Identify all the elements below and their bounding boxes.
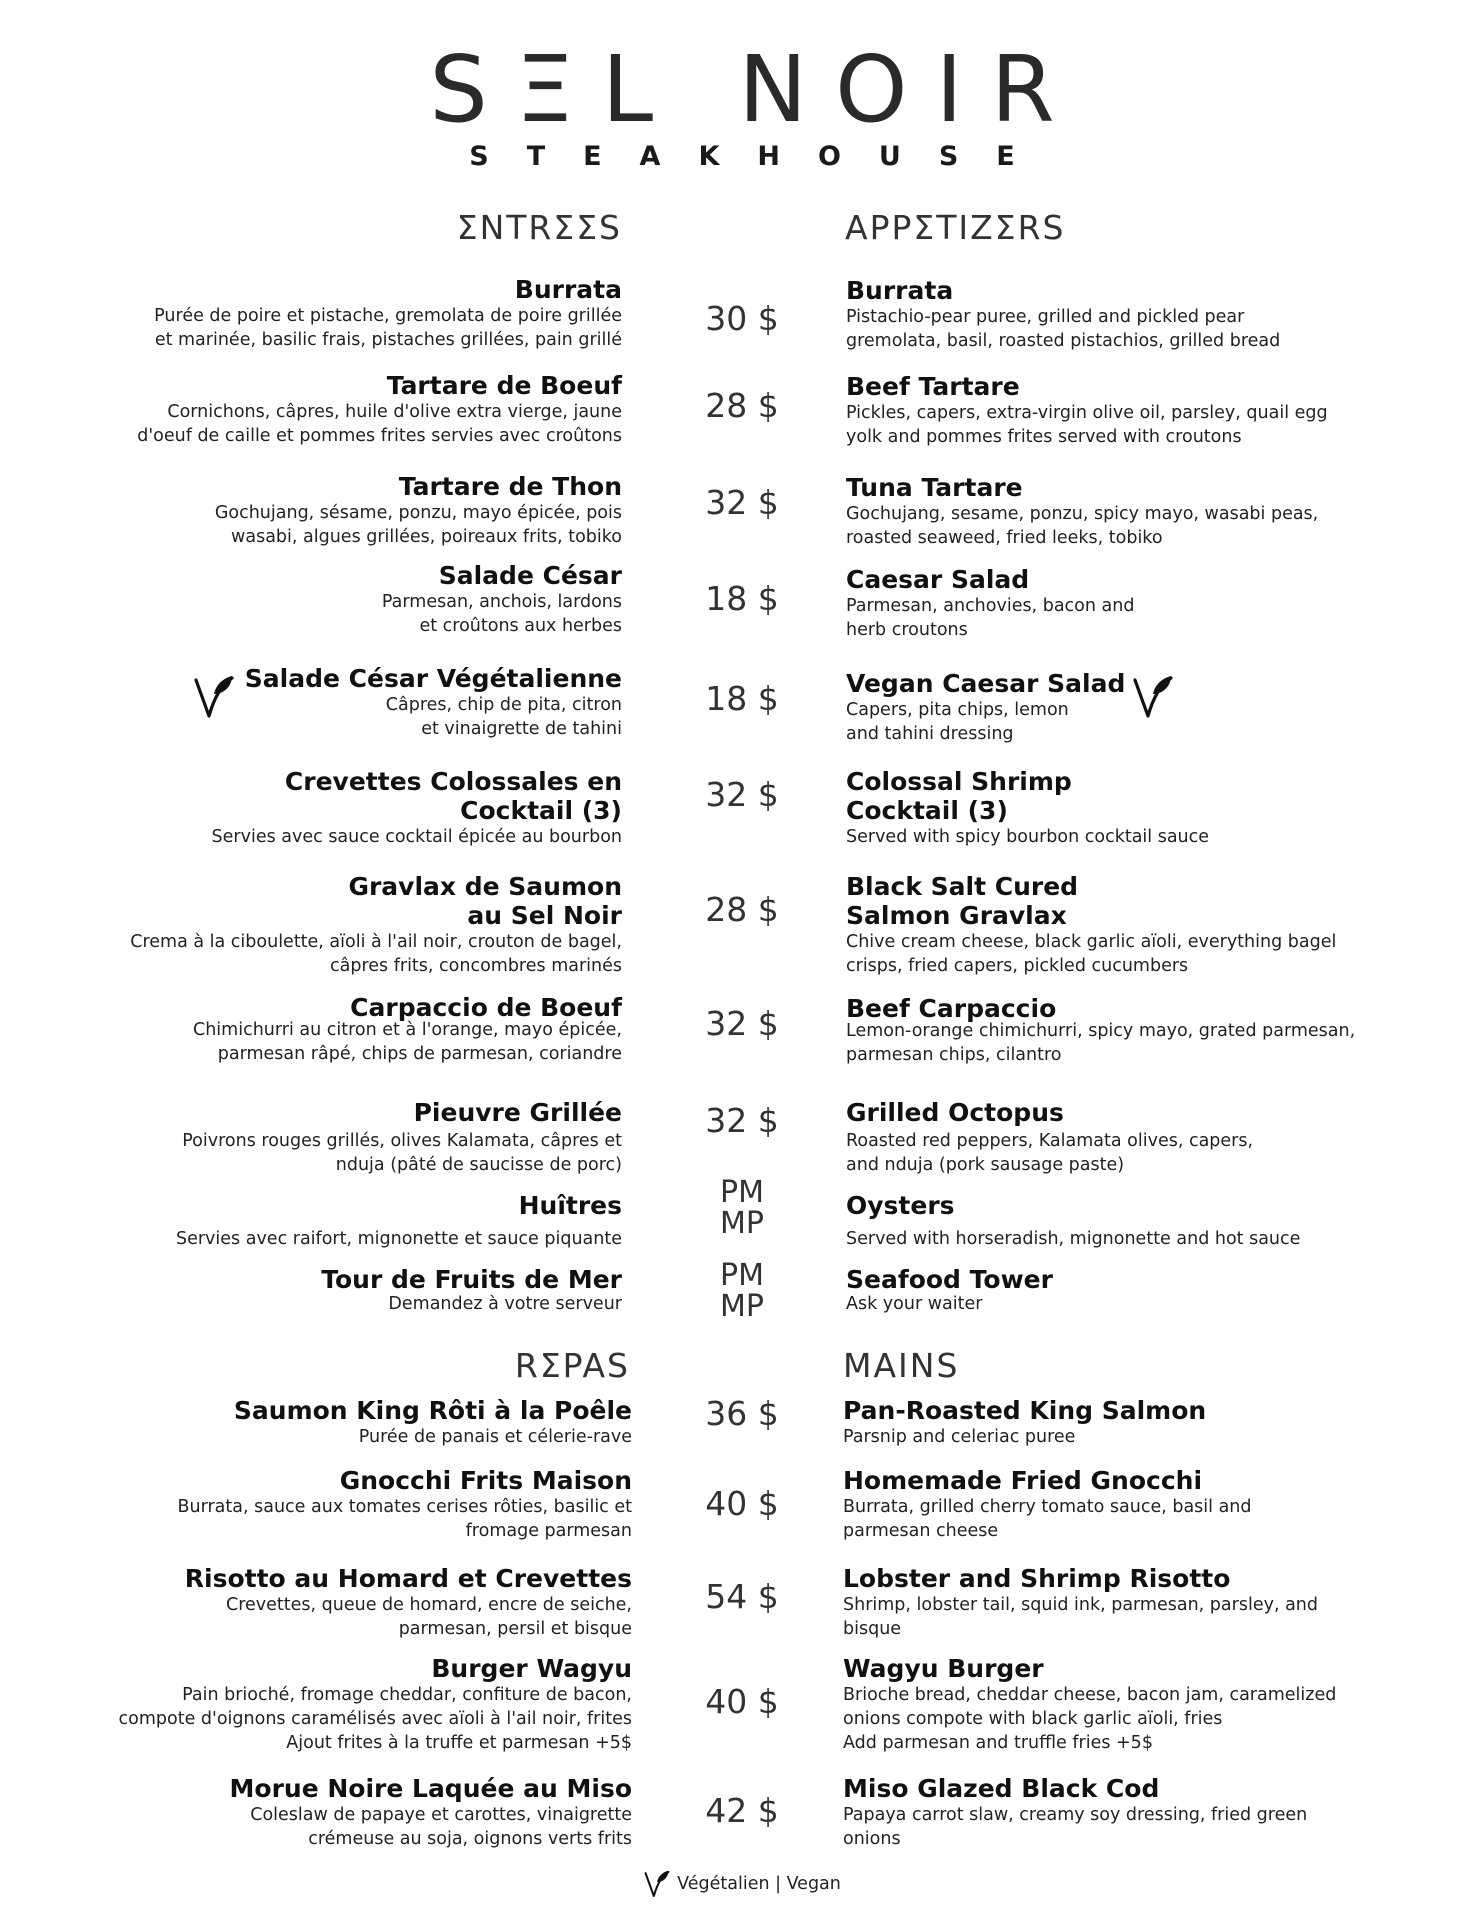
menu-item-fr <box>62 993 622 1066</box>
item-description: Servies avec raifort, mignonette et sauce piquante <box>175 1229 622 1249</box>
menu-item-fr <box>62 664 622 741</box>
item-name: Lobster and Shrimp Risotto <box>843 1564 1231 1593</box>
menu-item-fr <box>62 275 622 352</box>
menu-item-en <box>846 1191 1386 1251</box>
item-name: Beef Tartare <box>846 372 1020 401</box>
menu-item-en <box>846 276 1386 353</box>
item-name: Seafood Tower <box>846 1265 1053 1294</box>
item-description: Servies avec sauce cocktail épicée au bourbon <box>211 827 622 847</box>
item-description: Ask your waiter <box>846 1294 983 1314</box>
item-description: Parmesan, anchovies, bacon and herb croutons <box>846 596 1135 640</box>
item-price: 30 $ <box>705 299 779 338</box>
menu-item-en <box>846 994 1386 1067</box>
item-price: 40 $ <box>705 1682 779 1721</box>
item-description: Crema à la ciboulette, aïoli à l'ail noir, crouton de bagel, câpres frits, concombres marinés <box>130 932 622 976</box>
item-price: 28 $ <box>705 386 779 425</box>
item-description: Served with spicy bourbon cocktail sauce <box>846 827 1210 847</box>
item-description: Roasted red peppers, Kalamata olives, capers, and nduja (pork sausage paste) <box>846 1131 1254 1175</box>
item-description: Purée de panais et célerie-rave <box>358 1427 632 1447</box>
menu-item-en <box>846 767 1386 849</box>
menu-item-fr <box>72 1564 632 1641</box>
item-price: 32 $ <box>705 775 779 814</box>
item-price: 18 $ <box>705 579 779 618</box>
menu-item-fr <box>72 1774 632 1851</box>
item-name: Colossal Shrimp Cocktail (3) <box>846 767 1072 825</box>
item-name: Salade César <box>438 561 622 590</box>
item-price: 32 $ <box>705 1004 779 1043</box>
menu-item-en <box>846 565 1386 642</box>
menu-item-fr <box>72 1654 632 1755</box>
section-title-appetizers: APPΣTIZΣRS <box>845 208 1066 247</box>
item-name: Homemade Fried Gnocchi <box>843 1466 1203 1495</box>
item-description: Papaya carrot slaw, creamy soy dressing, fried green onions <box>843 1805 1308 1849</box>
item-description: Burrata, sauce aux tomates cerises rôties, basilic et fromage parmesan <box>177 1497 632 1541</box>
legend <box>0 1868 1484 1900</box>
menu-item-en <box>843 1396 1383 1449</box>
item-name: Tartare de Thon <box>398 472 622 501</box>
item-description: Chive cream cheese, black garlic aïoli, everything bagel crisps, fried capers, pickled cucumbers <box>846 932 1337 976</box>
section-title-entrees: ΣNTRΣΣS <box>456 208 622 247</box>
item-description: Lemon-orange chimichurri, spicy mayo, grated parmesan, parmesan chips, cilantro <box>846 1021 1356 1065</box>
menu-item-fr <box>62 1265 622 1316</box>
item-description: Purée de poire et pistache, gremolata de poire grillée et marinée, basilic frais, pistaches grillées, pain grillé <box>154 306 622 350</box>
menu-item-fr <box>62 1098 622 1177</box>
item-price: 42 $ <box>705 1791 779 1830</box>
item-price: 54 $ <box>705 1577 779 1616</box>
item-description: Pain brioché, fromage cheddar, confiture de bacon, compote d'oignons caramélisés avec aïoli à l'ail noir, frites Ajout frites à la truffe et parmesan +5$ <box>118 1685 632 1753</box>
item-name: Miso Glazed Black Cod <box>843 1774 1160 1803</box>
item-price: PM MP <box>720 1258 764 1324</box>
item-name: Tuna Tartare <box>846 473 1023 502</box>
item-description: Coleslaw de papaye et carottes, vinaigrette crémeuse au soja, oignons verts frits <box>250 1805 632 1849</box>
item-name: Crevettes Colossales en Cocktail (3) <box>284 767 622 825</box>
item-price: 18 $ <box>705 679 779 718</box>
item-description: Served with horseradish, mignonette and hot sauce <box>846 1229 1301 1249</box>
item-description: Parmesan, anchois, lardons et croûtons aux herbes <box>381 592 622 636</box>
menu-item-fr <box>62 371 622 448</box>
item-name: Gnocchi Frits Maison <box>339 1466 632 1495</box>
item-name: Vegan Caesar Salad <box>846 669 1126 698</box>
menu-item-en <box>846 1265 1386 1316</box>
item-name: Tour de Fruits de Mer <box>321 1265 622 1294</box>
menu-item-fr <box>62 472 622 549</box>
item-name: Gravlax de Saumon au Sel Noir <box>348 872 622 930</box>
brand-subtitle: STEAKHOUSE <box>469 141 1053 172</box>
item-price: 32 $ <box>705 1101 779 1140</box>
menu-item-en <box>846 473 1386 550</box>
item-description: Shrimp, lobster tail, squid ink, parmesan, parsley, and bisque <box>843 1595 1318 1639</box>
menu-item-fr <box>72 1396 632 1449</box>
menu-item-fr <box>72 1466 632 1543</box>
item-description: Pickles, capers, extra-virgin olive oil, parsley, quail egg yolk and pommes frites served with croutons <box>846 403 1328 447</box>
brand-logo: SΞL NOIR <box>429 36 1083 143</box>
item-description: Chimichurri au citron et à l'orange, mayo épicée, parmesan râpé, chips de parmesan, coriandre <box>192 1020 622 1064</box>
item-description: Burrata, grilled cherry tomato sauce, basil and parmesan cheese <box>843 1497 1252 1541</box>
item-name: Salade César Végétalienne <box>244 664 622 693</box>
item-name: Risotto au Homard et Crevettes <box>184 1564 632 1593</box>
item-name: Tartare de Boeuf <box>386 371 622 400</box>
item-name: Caesar Salad <box>846 565 1030 594</box>
item-name: Burrata <box>846 276 954 305</box>
item-name: Beef Carpaccio <box>846 994 1057 1023</box>
item-price: 36 $ <box>705 1394 779 1433</box>
item-description: Cornichons, câpres, huile d'olive extra vierge, jaune d'oeuf de caille et pommes frites servies avec croûtons <box>137 402 622 446</box>
section-title-repas: RΣPAS <box>514 1346 630 1385</box>
item-name: Pieuvre Grillée <box>413 1098 622 1127</box>
item-description: Pistachio-pear puree, grilled and pickled pear gremolata, basil, roasted pistachios, grilled bread <box>846 307 1281 351</box>
item-name: Saumon King Rôti à la Poêle <box>233 1396 632 1425</box>
item-price: 32 $ <box>705 483 779 522</box>
section-title-mains: MAINS <box>843 1346 960 1385</box>
item-description: Poivrons rouges grillés, olives Kalamata, câpres et nduja (pâté de saucisse de porc) <box>182 1131 622 1175</box>
item-price: PM MP <box>720 1175 764 1241</box>
item-name: Morue Noire Laquée au Miso <box>229 1774 632 1803</box>
item-name: Burrata <box>514 275 622 304</box>
item-description: Câpres, chip de pita, citron et vinaigrette de tahini <box>385 695 622 739</box>
item-name: Grilled Octopus <box>846 1098 1064 1127</box>
vegan-leaf-icon <box>643 1868 671 1900</box>
menu-item-en <box>846 872 1386 978</box>
item-name: Burger Wagyu <box>431 1654 632 1683</box>
vegan-leaf-icon <box>1131 672 1175 722</box>
item-description: Brioche bread, cheddar cheese, bacon jam, caramelized onions compote with black garlic aïoli, fries Add parmesan and truffle fries +5$ <box>843 1685 1337 1753</box>
menu-item-en <box>843 1654 1383 1755</box>
item-description: Demandez à votre serveur <box>388 1294 622 1314</box>
item-name: Black Salt Cured Salmon Gravlax <box>846 872 1079 930</box>
menu-item-en <box>843 1564 1383 1641</box>
item-name: Carpaccio de Boeuf <box>350 993 622 1022</box>
item-name: Pan-Roasted King Salmon <box>843 1396 1207 1425</box>
legend-label: Végétalien | Vegan <box>677 1874 841 1894</box>
menu-item-en <box>846 372 1386 449</box>
menu-item-en <box>846 1098 1386 1177</box>
item-name: Huîtres <box>518 1191 622 1220</box>
menu-item-fr <box>62 767 622 849</box>
menu-item-fr <box>62 561 622 638</box>
item-name: Wagyu Burger <box>843 1654 1044 1683</box>
menu-item-en <box>843 1466 1383 1543</box>
item-description: Gochujang, sésame, ponzu, mayo épicée, pois wasabi, algues grillées, poireaux frits, tobiko <box>214 503 622 547</box>
menu-item-en <box>846 669 1386 746</box>
item-description: Capers, pita chips, lemon and tahini dressing <box>846 700 1069 744</box>
item-price: 28 $ <box>705 890 779 929</box>
item-description: Parsnip and celeriac puree <box>843 1427 1076 1447</box>
menu-item-en <box>843 1774 1383 1851</box>
menu-item-fr <box>62 1191 622 1251</box>
menu-item-fr <box>62 872 622 978</box>
item-description: Gochujang, sesame, ponzu, spicy mayo, wasabi peas, roasted seaweed, fried leeks, tobiko <box>846 504 1319 548</box>
item-name: Oysters <box>846 1191 955 1220</box>
item-price: 40 $ <box>705 1484 779 1523</box>
item-description: Crevettes, queue de homard, encre de seiche, parmesan, persil et bisque <box>225 1595 632 1639</box>
